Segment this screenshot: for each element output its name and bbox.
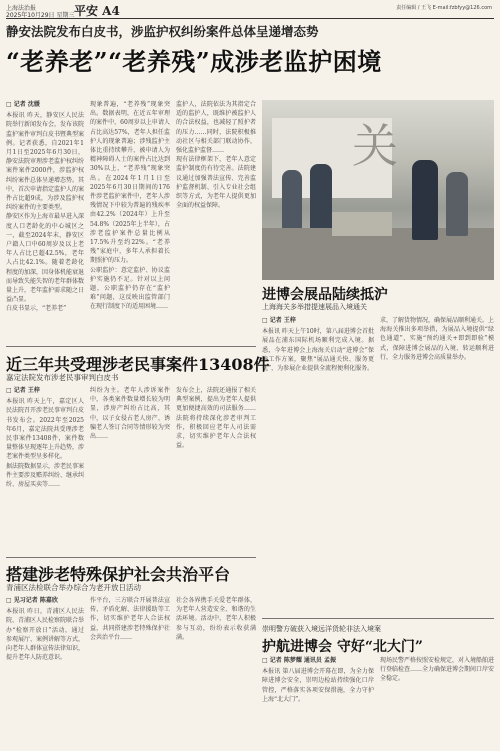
story2-column-3 — [176, 386, 256, 554]
story4-column-1 — [262, 656, 374, 746]
story3-headline: 搭建涉老特殊保护社会共治平台 — [6, 565, 231, 584]
person-figure — [446, 172, 468, 236]
photo-story-column-2 — [380, 316, 494, 466]
story3-column-2 — [90, 596, 170, 746]
story3-column-3 — [176, 596, 256, 746]
story2-text-1b: 据法院数据显示，涉老民事案件主要涉及赡养纠纷、继承纠纷、房屋买卖等…… — [6, 462, 84, 489]
person-figure — [282, 170, 302, 230]
story2-headline: 近三年共受理涉老民事案件13408件 — [6, 355, 270, 374]
story2-text-1: 本报讯 昨天上午，嘉定区人民法院召开涉老民事审判白皮书发布会。2022年至2025年6月，嘉定法院共受理涉老民事案件13408件，案件数量整体呈现逐年上升趋势，涉老案件类型呈多样化。 — [6, 398, 84, 461]
story2-subhead: 嘉定法院发布涉老民事审判白皮书 — [6, 373, 119, 382]
photo-story-text-2: 求，了解货物情况，确保展品顺利通关。上海海关推出多项举措，为展品入境提供“绿色通道”，实施“预约通关+即到即验”模式，保障进博会展品的入境、转运顺利进行，全力服务进博会高质量举办。 — [380, 317, 494, 361]
story4-byline: □ 记者 陈梦耀 通讯员 孟振 — [262, 657, 337, 664]
divider — [262, 618, 494, 619]
story2-text-3: 发布会上，法院还通报了相关典型案例，提出为老年人提供更加便捷高效的司法服务……法院将持续深化涉老审判工作，积极回应老年人司法需求，切实维护老年人合法权益。 — [176, 387, 256, 450]
news-photo-customs-inspection — [262, 100, 494, 280]
wall-calligraphy: 关 — [352, 119, 398, 173]
story1-byline: □ 记者 沈媛 — [6, 101, 40, 108]
story2-byline: □ 记者 王梓 — [6, 387, 40, 394]
photo-story-byline: □ 记者 王梓 — [262, 317, 296, 324]
masthead-rule — [6, 18, 494, 19]
story1-column-3 — [176, 100, 256, 338]
divider — [6, 557, 256, 558]
story3-byline: □ 见习记者 陈嘉欣 — [6, 597, 58, 604]
divider — [6, 346, 256, 347]
paper-name: 上海法治报 — [6, 5, 37, 12]
story1-text-1c: 白皮书显示，“老养老” — [6, 305, 67, 313]
story4-headline: 护航进博会 守好“北大门” — [262, 639, 423, 655]
photo-story-subhead: 上海海关多举措提速展品入境通关 — [262, 303, 367, 311]
story1-text-1b: 静安区作为上海市最早进入深度人口老龄化的中心城区之一，截至2024年末，静安区户籍人口中60周岁及以上老年人占比已超42.5%，老年人占比42.1%。随着老龄化程度的加深，因身体机能衰退而导致失能失智的老年群体数量上升，老年监护需求随之日益凸显。 — [6, 213, 84, 304]
photo-story-text-1: 本报讯 昨天上午10时，第八届进博会首批展品在浦东国际机场顺利完成入境。据悉，今年进博会上海海关启动“进博会”保障工作方案，聚焦“展品通关快、服务更优”，为参展企业提供全流程便利化服务。 — [262, 328, 374, 373]
story3-text-3: 社会各界携手关爱老年群体，为老年人营造安全、和谐的生活环境。活动中，老年人积极参与互动，纷纷表示收获满满。 — [176, 597, 256, 641]
masthead-paper-info — [6, 5, 74, 19]
story4-text-2: 现场民警严格按照安检规定，对入境船舶进行登临检查……全力确保进博会期间口岸安全稳定。 — [380, 657, 494, 683]
date-line: 2025年10月29日 星期三 — [6, 12, 75, 19]
story1-text-1: 本报讯 昨天，静安区人民法院举行新闻发布会，发布该院监护案件审判白皮书暨典型案例。记者获悉，自2021年1月1日至2025年6月30日，静安法院审理涉老监护权纠纷案件案件2000件，涉监护权纠纷案件总体呈递增态势。其中，首次申请指定监护人的案件占比超9成，为涉及监护权纠纷案件的主要类型。 — [6, 112, 84, 212]
person-figure — [310, 164, 332, 234]
story1-column-1 — [6, 100, 84, 338]
photo-story-headline: 进博会展品陆续抵沪 — [262, 287, 388, 303]
story4-text-1: 本报讯 第八届进博会开幕在即，为全力保障进博会安全，崇明边检站持续强化口岸管控，严格落实各项安保措施，全力守护上海“北大门”。 — [262, 668, 374, 703]
story3-column-1 — [6, 596, 84, 746]
story3-text-1: 本报讯 昨日，青浦区人民法院、青浦区人民检察院联合举办“检察开放日”活动，通过参观展厅、案例讲解等方式，向老年人群体宣传法律知识，提升老年人防范意识。 — [6, 608, 84, 662]
story1-text-3b: 现有法律框架下，老年人意定监护制度仍有待完善。法院建议通过加强普法宣传、完善监护监督机制、引入专业社会组织等方式，为老年人提供更加全面的权益保障。 — [176, 156, 256, 210]
story1-text-2b: 公职监护：意定监护、协议监护实施仍不足。针对以上问题，公职监护仍存在“监护难”问题，这反映出监管部门在现行制度下的适用困境…… — [90, 266, 170, 311]
story2-column-2 — [90, 386, 170, 554]
person-figure — [412, 160, 438, 240]
story3-text-2: 作平台，三方联合开展普法宣传、矛盾化解、法律援助等工作，切实维护老年人合法权益，共同搭建涉老特殊保护社会共治平台…… — [90, 597, 170, 641]
section-title: 平安 A4 — [74, 4, 120, 18]
story4-column-2 — [380, 656, 494, 746]
story2-column-1 — [6, 386, 84, 554]
story1-column-2 — [90, 100, 170, 338]
story1-deck: 静安法院发布白皮书，涉监护权纠纷案件总体呈递增态势 — [6, 24, 319, 39]
editor-line: 责任编辑 / 王飞 E-mail:fzbfyy@126.com — [396, 5, 492, 11]
crate-figure — [332, 212, 392, 236]
story1-text-2: 现象普遍，“老养残”现象突出。数据表明，在近五年审理的案件中，60周岁以上申请人占比高达57%，老年人担任监护人的现象普遍；涉残监护主体比重持续攀升，被申请人为精神障碍人士的案件占比达到30%以上，“老养残”现象突出。在2024年1月1日至2025年6月30日期间的176件涉老监护案件中，老年人涉残情况下中较为普遍的残疾率由42.2%（2024年）上升至54.8%（2025年上半年），占涉老监护案件总量比例从17.5%升至约22%。“老养残”家庭中，多年人承担着长期照护的压力。 — [90, 101, 170, 265]
story1-text-3: 监护人，法院依法为其指定合适的监护人，既维护被监护人的合法权益，也减轻了照护者的压力……同时，法院积极推动社区与相关部门联动协作，强化监护监督…… — [176, 101, 256, 155]
story1-headline: “老养老”“老养残”成涉老监护困境 — [6, 47, 382, 76]
story2-text-2: 纠纷为主。老年人涉诉案件中，各类案件数量增长较为明显，涉房产纠纷占比高，其中，以子女侵占老人房产、诱骗老人签订合同等情形较为突出…… — [90, 387, 170, 441]
photo-story-column-1 — [262, 316, 374, 466]
story4-kicker: 崇明警方破获入境远洋货轮非法入境案 — [262, 625, 381, 633]
story3-subhead: 青浦区法检联合举办综合为老开放日活动 — [6, 583, 141, 592]
